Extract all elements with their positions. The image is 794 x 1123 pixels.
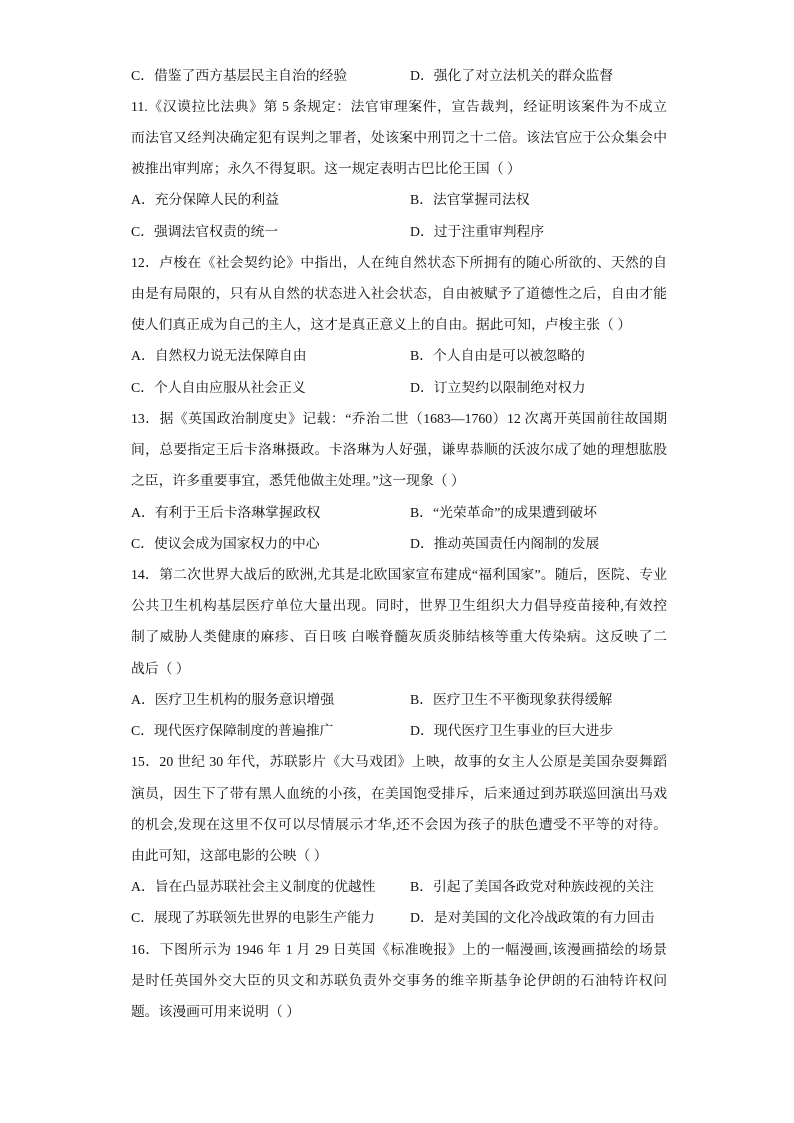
option-label: C． <box>131 379 154 395</box>
option-d <box>410 528 599 559</box>
question-stem-line <box>131 965 667 996</box>
option-text: 是对美国的文化冷战政策的有力回击 <box>433 910 655 926</box>
options-row <box>131 528 667 559</box>
question-stem-line <box>131 434 667 465</box>
option-label: A． <box>131 348 155 364</box>
option-label: B． <box>410 504 433 520</box>
option-text: 现代医疗卫生事业的巨大进步 <box>433 723 614 739</box>
carryover-options-row <box>131 60 667 91</box>
option-label: B． <box>410 691 433 707</box>
question-11 <box>131 91 667 247</box>
option-label: B． <box>410 348 433 364</box>
question-stem-line <box>131 559 667 590</box>
stem-text: 使人们真正成为自己的主人，这才是真正意义上的自由。据此可知，卢梭主张（ ） <box>131 317 632 333</box>
option-d <box>410 216 544 247</box>
option-label: D． <box>410 67 434 83</box>
option-label: A． <box>131 691 155 707</box>
options-row <box>131 715 667 746</box>
question-number: 13． <box>131 410 160 426</box>
option-label: B． <box>410 192 433 208</box>
option-c <box>131 902 375 933</box>
stem-text: 据《英国政治制度史》记载：“乔治二世（1683—1760）12 次离开英国前往故国期 <box>159 410 667 426</box>
option-label: B． <box>410 879 433 895</box>
options-row <box>131 497 667 528</box>
question-number: 16． <box>131 941 160 957</box>
option-text: 借鉴了西方基层民主自治的经验 <box>154 67 348 83</box>
options-row <box>131 902 667 933</box>
question-stem-line <box>131 247 667 278</box>
stem-text: 被推出审判席；永久不得复职。这一规定表明古巴比伦王国（ ） <box>131 161 521 177</box>
stem-text: 题。该漫画可用来说明（ ） <box>131 1004 301 1020</box>
option-b <box>410 184 530 215</box>
option-d <box>410 60 613 91</box>
question-stem-line <box>131 809 667 840</box>
option-label: C． <box>131 723 154 739</box>
option-text: 法官掌握司法权 <box>433 192 530 208</box>
option-text: 使议会成为国家权力的中心 <box>154 535 320 551</box>
option-a <box>131 871 376 902</box>
option-label: D． <box>410 910 434 926</box>
options-row <box>131 340 667 371</box>
question-stem-line <box>131 590 667 621</box>
option-text: 医疗卫生机构的服务意识增强 <box>154 691 335 707</box>
stem-text: 由是有局限的，只有从自然的状态进入社会状态，自由被赋予了道德性之后，自由才能 <box>131 286 667 302</box>
option-label: C． <box>131 67 154 83</box>
question-12 <box>131 247 667 403</box>
stem-text: 公共卫生机构基层医疗单位大量出现。同时，世界卫生组织大力倡导疫苗接种,有效控 <box>131 598 667 614</box>
question-stem-line <box>131 403 667 434</box>
option-b <box>410 871 654 902</box>
option-label: D． <box>410 535 434 551</box>
stem-text: 下图所示为 1946 年 1 月 29 日英国《标准晚报》上的一幅漫画,该漫画描绘的场景 <box>159 941 668 957</box>
options-row <box>131 184 667 215</box>
option-c <box>131 528 320 559</box>
stem-text: 《汉谟拉比法典》第 5 条规定：法官审理案件，宣告裁判，经证明该案件为不成立 <box>147 98 667 114</box>
option-label: A． <box>131 192 155 208</box>
stem-text: 20 世纪 30 年代，苏联影片《大马戏团》上映，故事的女主人公原是美国杂耍舞蹈 <box>159 754 667 770</box>
option-text: 医疗卫生不平衡现象获得缓解 <box>433 691 613 707</box>
option-label: C． <box>131 223 154 239</box>
option-text: 强化了对立法机关的群众监督 <box>433 67 614 83</box>
option-text: 订立契约以限制绝对权力 <box>433 379 586 395</box>
option-text: 充分保障人民的利益 <box>154 192 279 208</box>
option-c <box>131 715 333 746</box>
option-b <box>410 684 612 715</box>
option-text: 展现了苏联领先世界的电影生产能力 <box>154 910 375 926</box>
question-16 <box>131 934 667 1028</box>
question-stem-line <box>131 465 667 496</box>
option-text: 自然权力说无法保障自由 <box>154 348 307 364</box>
option-text: “光荣革命”的成果遭到破坏 <box>433 504 598 520</box>
option-b <box>410 497 597 528</box>
option-text: 有利于王后卡洛琳掌握政权 <box>154 504 321 520</box>
option-text: 引起了美国各政党对种族歧视的关注 <box>433 879 654 895</box>
option-c <box>131 216 278 247</box>
question-number: 12． <box>131 254 160 270</box>
option-text: 旨在凸显苏联社会主义制度的优越性 <box>154 879 376 895</box>
question-number: 15． <box>131 754 160 770</box>
option-label: D． <box>410 723 434 739</box>
option-d <box>410 715 613 746</box>
stem-text: 战后（ ） <box>131 660 190 676</box>
question-list <box>131 60 667 1028</box>
option-b <box>410 340 585 371</box>
option-label: A． <box>131 879 155 895</box>
question-13 <box>131 403 667 559</box>
question-stem-line <box>131 996 667 1027</box>
stem-text: 的机会,发现在这里不仅可以尽情展示才华,还不会因为孩子的肤色遭受不平等的对待。 <box>131 816 667 832</box>
options-row <box>131 216 667 247</box>
question-stem-line <box>131 746 667 777</box>
stem-text: 卢梭在《社会契约论》中指出，人在纯自然状态下所拥有的随心所欲的、天然的自 <box>159 254 668 270</box>
question-number: 11. <box>131 98 148 114</box>
question-stem-line <box>131 778 667 809</box>
option-text: 个人自由是可以被忽略的 <box>433 348 585 364</box>
option-text: 推动英国责任内阁制的发展 <box>433 535 600 551</box>
option-a <box>131 184 279 215</box>
stem-text: 之臣，许多重要事宜，悉凭他做主处理。”这一现象（ ） <box>131 473 465 489</box>
option-c <box>131 372 306 403</box>
option-a <box>131 684 334 715</box>
options-row <box>131 372 667 403</box>
options-row <box>131 684 667 715</box>
option-label: D． <box>410 223 434 239</box>
stem-text: 制了威胁人类健康的麻疹、百日咳 白喉脊髓灰质炎肺结核等重大传染病。这反映了二 <box>131 629 667 645</box>
question-stem-line <box>131 934 667 965</box>
option-a <box>131 497 320 528</box>
stem-text: 而法官又经判决确定犯有误判之罪者，处该案中刑罚之十二倍。该法官应于公众集会中 <box>131 129 667 145</box>
stem-text: 第二次世界大战后的欧洲,尤其是北欧国家宣布建成“福利国家”。随后，医院、专业 <box>159 567 668 582</box>
question-stem-line <box>131 153 667 184</box>
question-stem-line <box>131 653 667 684</box>
option-d <box>410 372 586 403</box>
stem-text: 间，总要指定王后卡洛琳摄政。卡洛琳为人好强，谦卑恭顺的沃波尔成了她的理想肱股 <box>131 442 667 458</box>
options-row <box>131 871 667 902</box>
option-label: C． <box>131 535 154 551</box>
option-c <box>131 60 347 91</box>
stem-text: 是时任英国外交大臣的贝文和苏联负责外交事务的维辛斯基争论伊朗的石油特许权问 <box>131 972 667 988</box>
option-a <box>131 340 307 371</box>
stem-text: 由此可知，这部电影的公映（ ） <box>131 847 328 863</box>
question-stem-line <box>131 840 667 871</box>
option-text: 现代医疗保障制度的普遍推广 <box>154 723 334 739</box>
question-stem-line <box>131 278 667 309</box>
option-text: 个人自由应服从社会正义 <box>154 379 306 395</box>
stem-text: 演员，因生下了带有黑人血统的小孩，在美国饱受排斥，后来通过到苏联巡回演出马戏 <box>131 785 667 801</box>
option-label: C． <box>131 910 154 926</box>
question-14 <box>131 559 667 746</box>
question-stem-line <box>131 122 667 153</box>
option-d <box>410 902 655 933</box>
question-stem-line <box>131 309 667 340</box>
question-stem-line <box>131 91 667 122</box>
option-text: 过于注重审判程序 <box>433 223 545 239</box>
question-number: 14． <box>131 567 160 582</box>
option-label: D． <box>410 379 434 395</box>
question-15 <box>131 746 667 933</box>
option-text: 强调法官权责的统一 <box>154 223 279 239</box>
option-label: A． <box>131 504 155 520</box>
question-stem-line <box>131 621 667 652</box>
